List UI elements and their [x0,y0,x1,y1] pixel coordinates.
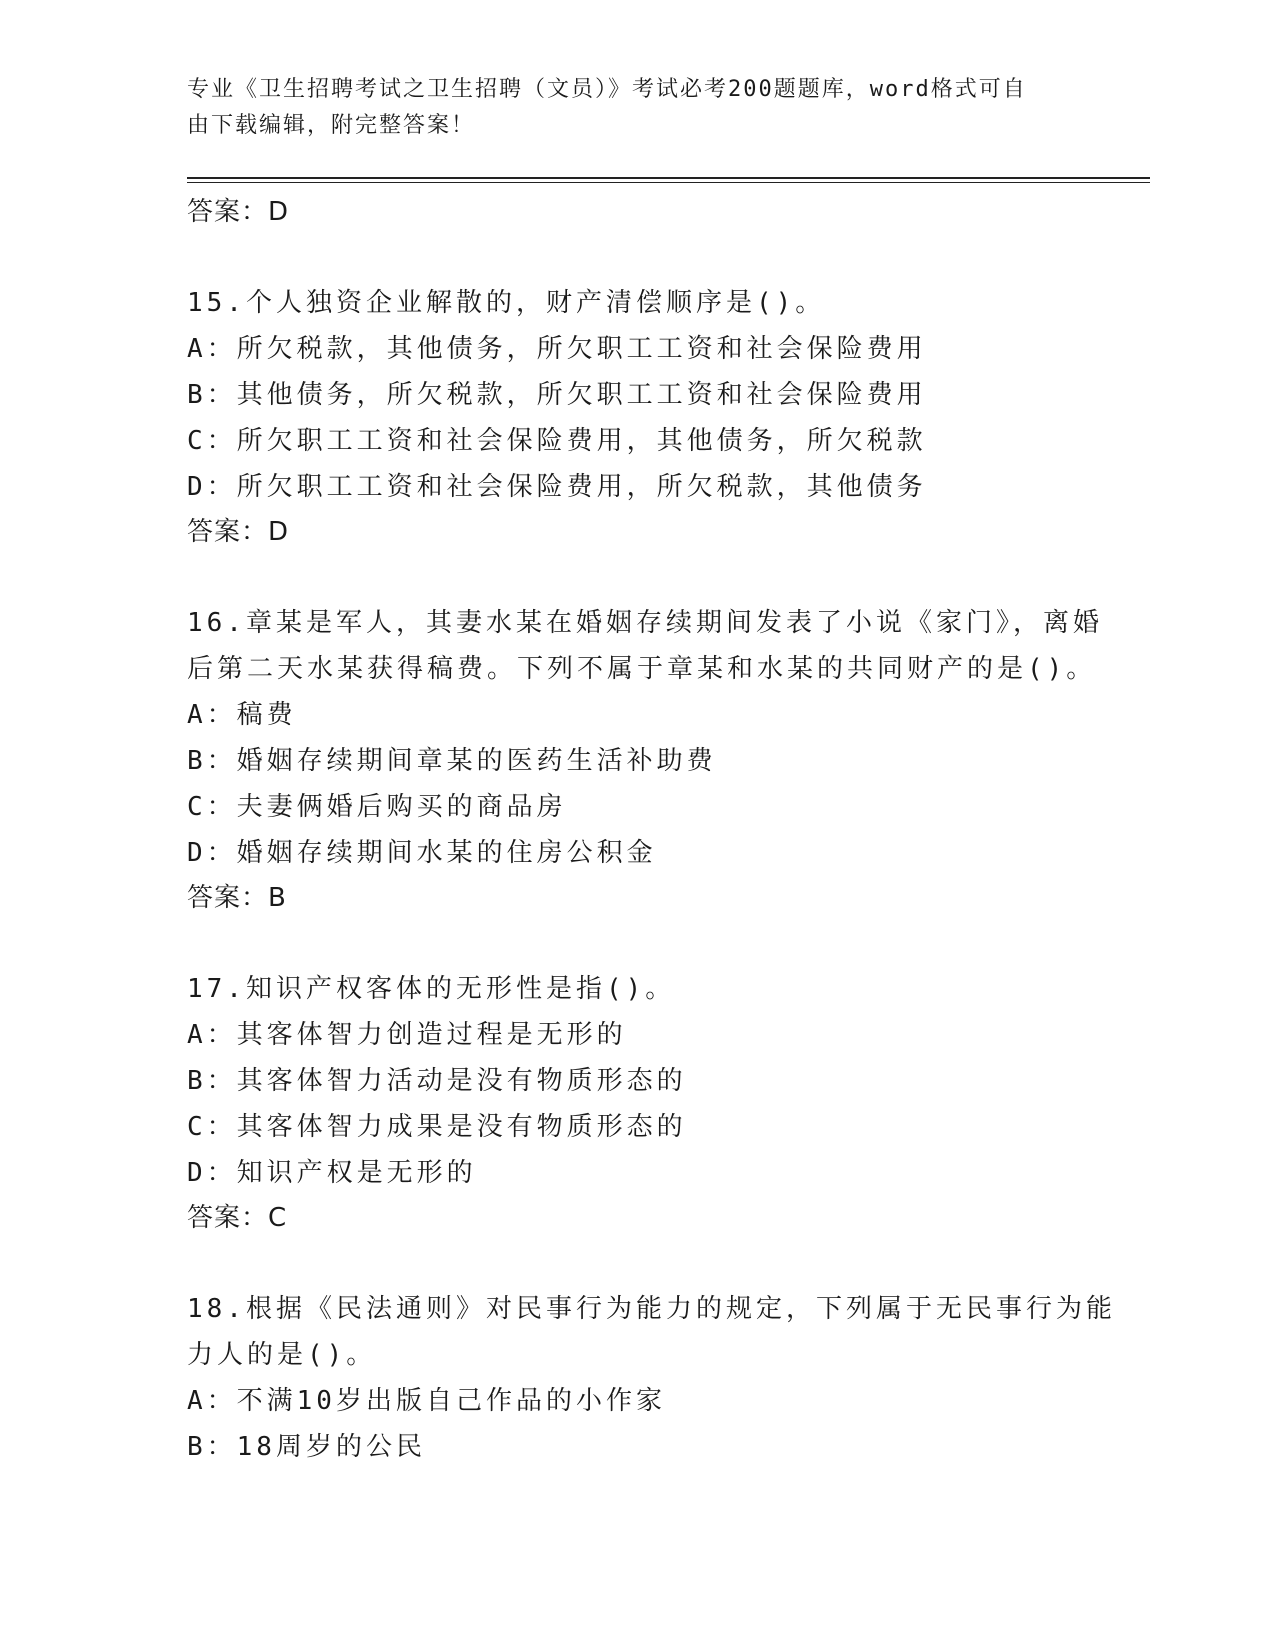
option-b: B：婚姻存续期间章某的医药生活补助费 [187,746,717,776]
question-text: 18.根据《民法通则》对民事行为能力的规定，下列属于无民事行为能 [187,1294,1116,1324]
header-rule-thick [187,177,1150,179]
option-c: C：所欠职工工资和社会保险费用，其他债务，所欠税款 [187,426,927,456]
spacer [187,234,1087,280]
option-d: D：所欠职工工资和社会保险费用，所欠税款，其他债务 [187,472,927,502]
answer-line: 答案：C [187,1203,288,1233]
option-a: A：稿费 [187,700,297,730]
option-b: B：18周岁的公民 [187,1432,426,1462]
option-a: A：不满10岁出版自己作品的小作家 [187,1386,666,1416]
question-text: 15.个人独资企业解散的，财产清偿顺序是()。 [187,288,826,318]
spacer [187,554,1087,600]
option-c: C：其客体智力成果是没有物质形态的 [187,1112,687,1142]
spacer [187,920,1087,966]
question-16 [187,600,1103,920]
question-text-cont: 后第二天水某获得稿费。下列不属于章某和水某的共同财产的是()。 [187,654,1097,684]
option-c: C：夫妻俩婚后购买的商品房 [187,792,567,822]
answer-line: 答案：D [187,517,290,547]
question-18 [187,1286,1116,1470]
question-text: 17.知识产权客体的无形性是指()。 [187,974,676,1004]
option-d: D：知识产权是无形的 [187,1158,477,1188]
question-17 [187,966,1087,1240]
option-b: B：其他债务，所欠税款，所欠职工工资和社会保险费用 [187,380,927,410]
document-header [187,72,1067,144]
question-content [187,190,1116,1470]
option-d: D：婚姻存续期间水某的住房公积金 [187,838,657,868]
option-a: A：其客体智力创造过程是无形的 [187,1020,627,1050]
answer-line: 答案：D [187,197,290,227]
question-text: 16.章某是军人，其妻水某在婚姻存续期间发表了小说《家门》，离婚 [187,608,1103,638]
answer-line: 答案：B [187,883,287,913]
option-b: B：其客体智力活动是没有物质形态的 [187,1066,687,1096]
spacer [187,1240,1087,1286]
question-15 [187,280,1087,554]
header-line-1: 专业《卫生招聘考试之卫生招聘（文员）》考试必考200题题库，word格式可自 [187,77,1027,102]
question-text-cont: 力人的是()。 [187,1340,377,1370]
option-a: A：所欠税款，其他债务，所欠职工工资和社会保险费用 [187,334,927,364]
header-line-2: 由下载编辑，附完整答案！ [187,113,476,138]
header-rule-thin [187,182,1150,183]
